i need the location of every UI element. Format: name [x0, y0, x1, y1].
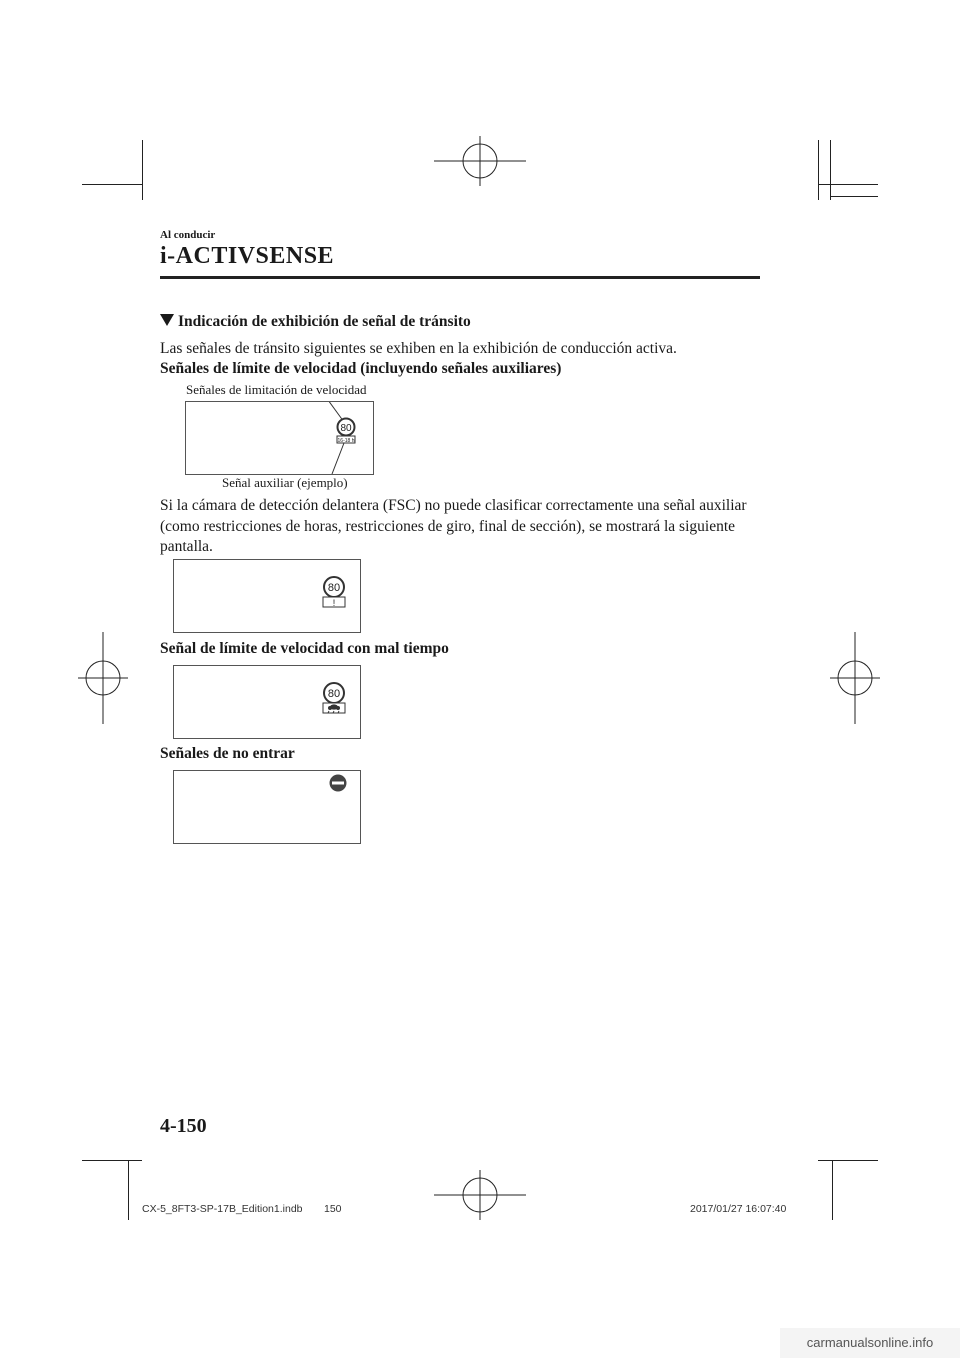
- fig1-label-top: Señales de limitación de velocidad: [186, 382, 367, 397]
- subheading-bad-weather: Señal de límite de velocidad con mal tiempo: [160, 640, 449, 657]
- speed-sign-with-aux-icon: [186, 402, 373, 474]
- speed-sign-warning-icon: [174, 560, 360, 632]
- section-heading-text: Indicación de exhibición de señal de tránsito: [178, 313, 471, 330]
- page-number: 4-150: [160, 1115, 207, 1137]
- svg-text:16-18 h: 16-18 h: [337, 438, 355, 444]
- subheading-no-entry: Señales de no entrar: [160, 745, 295, 762]
- speed-sign-weather-icon: [174, 666, 360, 738]
- figure-bad-weather: [173, 665, 361, 739]
- registration-mark-left: [78, 632, 128, 724]
- registration-mark-right: [830, 632, 880, 724]
- section-heading: [160, 313, 471, 331]
- no-entry-sign-icon: [174, 771, 360, 843]
- intro-paragraph: Las señales de tránsito siguientes se exhiben en la exhibición de conducción activa.: [160, 340, 677, 357]
- triangle-bullet-icon: [160, 314, 174, 326]
- page-title: i-ACTIVSENSE: [160, 243, 335, 269]
- svg-text:80: 80: [327, 688, 341, 700]
- svg-text:80: 80: [327, 582, 341, 594]
- figure-unclassified-aux: [173, 559, 361, 633]
- footer-page: 150: [324, 1203, 342, 1215]
- footer-filename: CX-5_8FT3-SP-17B_Edition1.indb: [142, 1203, 303, 1215]
- svg-text:!: !: [332, 598, 336, 608]
- fig1-label-bottom: Señal auxiliar (ejemplo): [222, 475, 348, 490]
- paragraph-fsc: Si la cámara de detección delantera (FSC) no puede clasificar correctamente una señal auxiliar (como restricciones de horas, restricciones de giro, final de sección), se mostrará la siguiente pantalla.: [160, 497, 747, 555]
- watermark: carmanualsonline.info: [780, 1328, 960, 1358]
- footer-timestamp: 2017/01/27 16:07:40: [690, 1203, 787, 1215]
- figure-speed-limit-aux: [185, 401, 374, 475]
- title-rule: [160, 276, 760, 279]
- svg-text:80: 80: [340, 423, 352, 434]
- subheading-speed-limit: Señales de límite de velocidad (incluyendo señales auxiliares): [160, 360, 562, 377]
- figure-no-entry: [173, 770, 361, 844]
- registration-mark-bottom: [434, 1170, 526, 1220]
- registration-mark-top: [434, 136, 526, 186]
- section-label: Al conducir: [160, 229, 216, 241]
